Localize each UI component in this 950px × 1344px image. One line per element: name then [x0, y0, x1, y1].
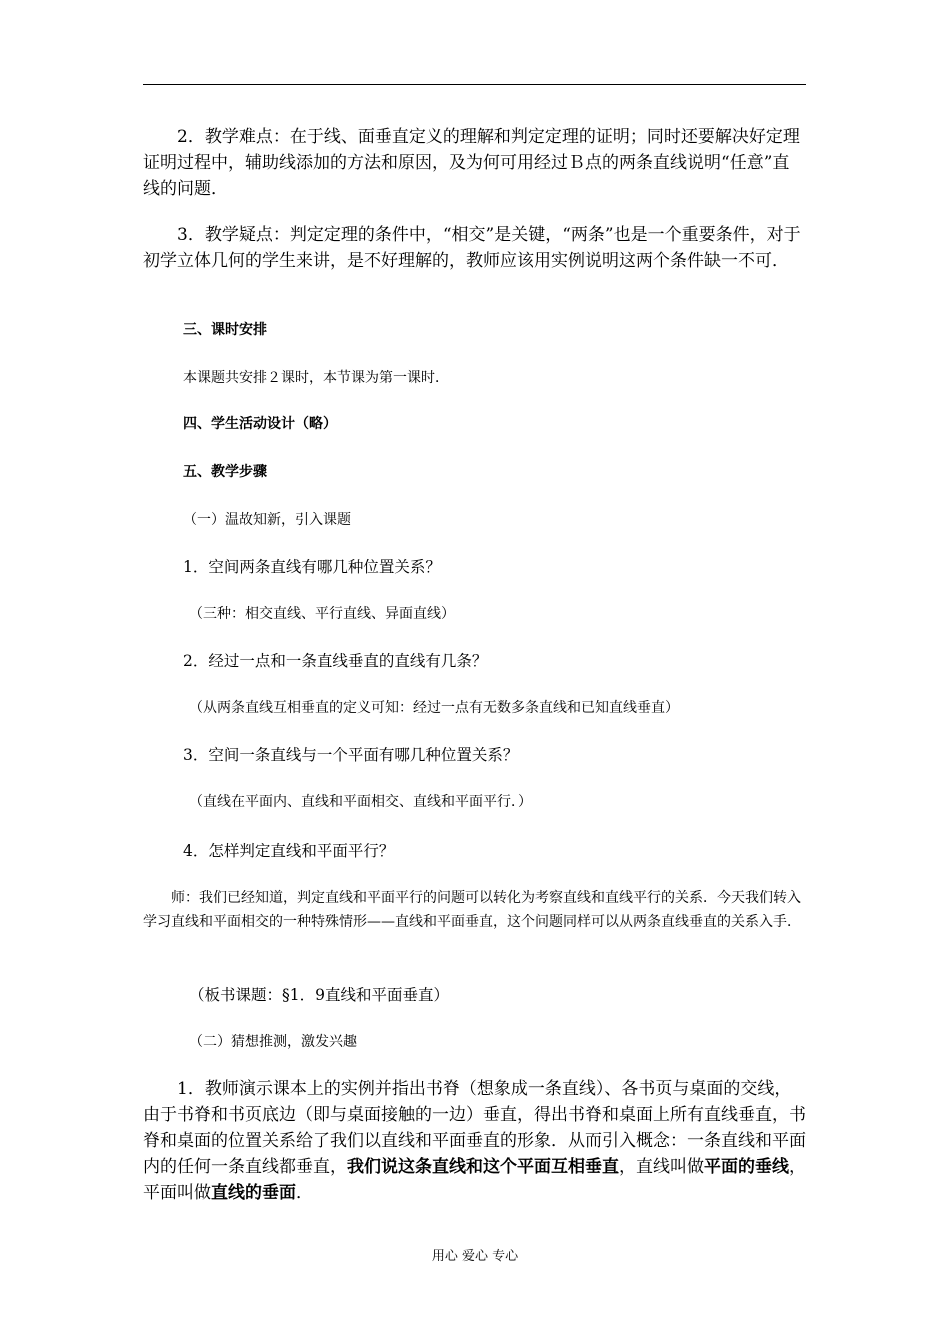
subheading-review: （一）温故知新，引入课题	[183, 512, 351, 528]
schedule-text: 本课题共安排２课时，本节课为第一课时．	[183, 370, 449, 386]
question-4: 4．怎样判定直线和平面平行？	[183, 842, 395, 860]
term-plane-perpendicular-line: 平面的垂线	[704, 1157, 789, 1177]
question-1: 1．空间两条直线有哪几种位置关系？	[183, 558, 441, 576]
question-3: 3．空间一条直线与一个平面有哪几种位置关系？	[183, 746, 519, 764]
paragraph-teaching-difficulty: 2．教学难点：在于线、面垂直定义的理解和判定定理的证明；同时还要解决好定理证明过程中，辅助线添加的方法和原因，及为何可用经过Ｂ点的两条直线说明“任意”直线的问题．	[143, 127, 800, 199]
demo-text-2: ，直线叫做	[619, 1157, 704, 1177]
teacher-paragraph: 师：我们已经知道，判定直线和平面平行的问题可以转化为考察直线和直线平行的关系．今天我们转入学习直线和平面相交的一种特殊情形——直线和平面垂直，这个问题同样可以从两条直线垂直的关系入手．	[143, 890, 801, 930]
term-line-perpendicular-plane: 直线的垂面	[211, 1183, 296, 1203]
section-heading-activities: 四、学生活动设计（略）	[183, 416, 337, 432]
header-rule	[143, 84, 806, 85]
paragraph-demonstration	[143, 1076, 806, 1206]
paragraph-teaching-doubt: 3．教学疑点：判定定理的条件中，“相交”是关键，“两条”也是一个重要条件，对于初学立体几何的学生来讲，是不好理解的，教师应该用实例说明这两个条件缺一不可．	[143, 225, 801, 271]
page-footer: 用心 爱心 专心	[431, 1249, 519, 1264]
demo-text-1: 1．教师演示课本上的实例并指出书脊（想象成一条直线）、各书页与桌面的交线，由于书脊和书页底边（即与桌面接触的一边）垂直，得出书脊和桌面上所有直线垂直，书脊和桌面的位置关系给了我们以直线和平面垂直的形象．从而引入概念：一条直线和平面内的任何一条直线都垂直，	[143, 1079, 806, 1177]
answer-2: （从两条直线互相垂直的定义可知：经过一点有无数多条直线和已知直线垂直）	[189, 700, 679, 716]
question-2: 2．经过一点和一条直线垂直的直线有几条？	[183, 652, 488, 670]
answer-3: （直线在平面内、直线和平面相交、直线和平面平行．）	[189, 794, 532, 810]
definition-highlight: 我们说这条直线和这个平面互相垂直	[347, 1157, 619, 1177]
board-title: （板书课题：§1．9直线和平面垂直）	[189, 986, 449, 1004]
section-heading-schedule: 三、课时安排	[183, 322, 267, 338]
subheading-guess: （二）猜想推测，激发兴趣	[189, 1034, 357, 1050]
demo-text-3: ，平面叫做	[143, 1157, 806, 1203]
answer-1: （三种：相交直线、平行直线、异面直线）	[189, 606, 455, 622]
demo-text-4: ．	[296, 1183, 313, 1203]
section-heading-steps: 五、教学步骤	[183, 464, 267, 480]
